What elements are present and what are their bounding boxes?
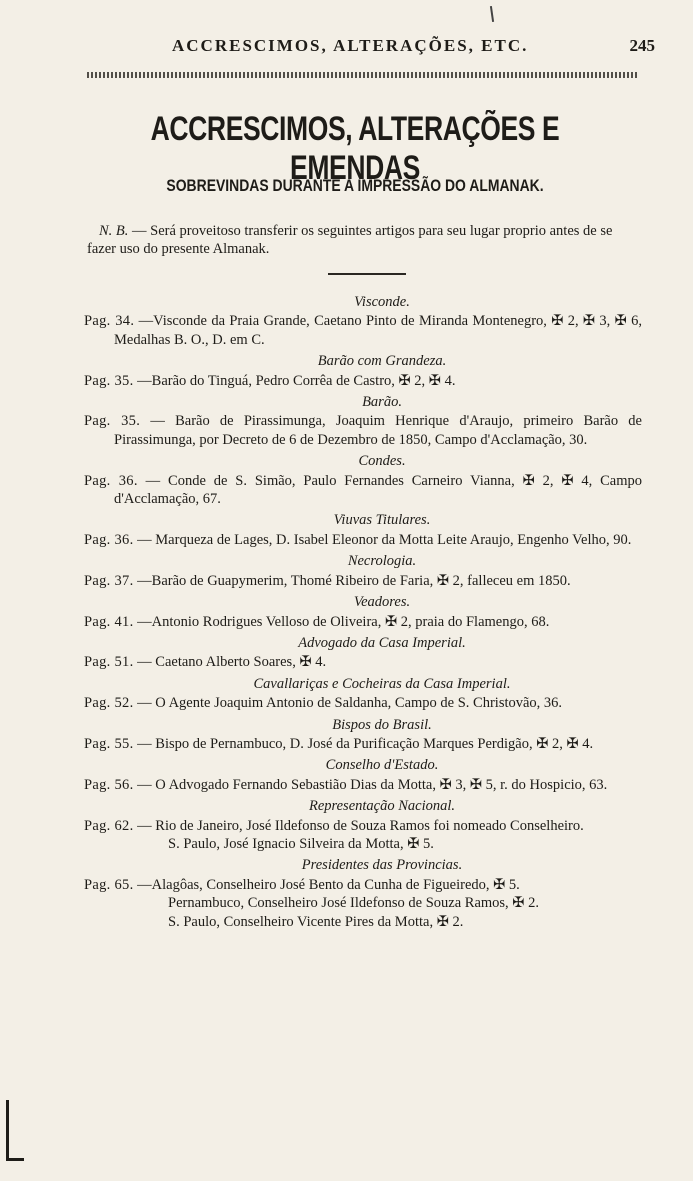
margin-mark [6, 1100, 9, 1160]
entry [82, 312, 642, 349]
entry [82, 531, 642, 549]
entry [82, 372, 642, 390]
section-heading: Presidentes das Provincias. [301, 857, 463, 874]
entry-page-ref: Pag. 36. [84, 472, 138, 489]
page-title: ACCRESCIMOS, ALTERAÇÕES E EMENDAS [150, 110, 560, 187]
decorative-rule [87, 72, 637, 78]
entry-subline: S. Paulo, José Ignacio Silveira da Motta, ✠ 5. [168, 835, 434, 852]
page-subtitle: SOBREVINDAS DURANTE A IMPRESSÃO DO ALMANAK. [166, 176, 544, 195]
entry [82, 653, 642, 671]
entry [82, 735, 642, 753]
entry [82, 694, 642, 712]
note-text: — Será proveitoso transferir os seguintes artigos para seu lugar proprio antes de se fazer uso do presente Almanak. [87, 223, 613, 257]
entry [82, 776, 642, 794]
entry-page-ref: Pag. 41. [84, 613, 134, 630]
entries-list [82, 290, 642, 931]
entry-text: —Barão de Guapymerim, Thomé Ribeiro de Faria, ✠ 2, falleceu em 1850. [137, 572, 571, 589]
note-label: N. B. [99, 223, 129, 239]
entry-text: — O Advogado Fernando Sebastião Dias da Motta, ✠ 3, ✠ 5, r. do Hospicio, 63. [137, 776, 608, 793]
entry-text: —Barão do Tinguá, Pedro Corrêa de Castro, ✠ 2, ✠ 4. [137, 372, 456, 389]
entry-page-ref: Pag. 62. [84, 817, 134, 834]
entry-page-ref: Pag. 51. [84, 654, 134, 671]
entry-text: — O Agente Joaquim Antonio de Saldanha, Campo de S. Christovão, 36. [137, 695, 563, 712]
entry-text: — Conde de S. Simão, Paulo Fernandes Carneiro Vianna, ✠ 2, ✠ 4, Campo d'Acclamação, 67. [114, 472, 642, 508]
entry [82, 472, 642, 509]
entry-text: — Barão de Pirassimunga, Joaquim Henrique d'Araujo, primeiro Barão de Pirassimunga, por Decreto de 6 de Dezembro de 1850, Campo d'Acclamação, 30. [114, 413, 642, 448]
entry-text: — Marqueza de Lages, D. Isabel Eleonor da Motta Leite Araujo, Engenho Velho, 90. [137, 531, 632, 548]
entry-subline: S. Paulo, Conselheiro Vicente Pires da Motta, ✠ 2. [168, 913, 464, 930]
entry-page-ref: Pag. 55. [84, 735, 134, 752]
section-heading: Barão. [362, 394, 402, 411]
section-heading: Bispos do Brasil. [332, 716, 432, 733]
editor-note [87, 222, 639, 258]
entry-page-ref: Pag. 65. [84, 876, 134, 893]
entry-subline: Pernambuco, Conselheiro José Ildefonso de Souza Ramos, ✠ 2. [168, 895, 539, 912]
margin-mark [6, 1158, 24, 1161]
separator-rule [328, 273, 406, 275]
section-heading: Veadores. [353, 594, 411, 611]
entry [82, 613, 642, 631]
section-heading: Conselho d'Estado. [325, 757, 439, 774]
entry-page-ref: Pag. 35. [84, 413, 141, 430]
entry-page-ref: Pag. 52. [84, 695, 134, 712]
section-heading: Condes. [358, 453, 406, 470]
running-title: ACCRESCIMOS, ALTERAÇÕES, ETC. [172, 36, 529, 55]
running-header [80, 36, 655, 60]
entry-text: — Rio de Janeiro, José Ildefonso de Souza Ramos foi nomeado Conselheiro. [137, 817, 584, 834]
section-heading: Viuvas Titulares. [333, 512, 431, 529]
entry-page-ref: Pag. 56. [84, 776, 134, 793]
section-heading: Cavallariças e Cocheiras da Casa Imperial. [253, 675, 511, 692]
entry-text: —Alagôas, Conselheiro José Bento da Cunha de Figueiredo, ✠ 5. [137, 876, 520, 893]
entry-page-ref: Pag. 37. [84, 572, 134, 589]
section-heading: Representação Nacional. [308, 798, 456, 815]
entry-page-ref: Pag. 36. [84, 531, 134, 548]
entry-page-ref: Pag. 34. [84, 313, 135, 330]
page-number: 245 [629, 36, 655, 55]
section-heading: Necrologia. [347, 553, 417, 570]
entry [82, 412, 642, 449]
entry [82, 817, 642, 835]
entry [82, 572, 642, 590]
entry-text: —Antonio Rodrigues Velloso de Oliveira, ✠ 2, praia do Flamengo, 68. [137, 613, 550, 630]
entry-text: — Bispo de Pernambuco, D. José da Purificação Marques Perdigão, ✠ 2, ✠ 4. [137, 735, 594, 752]
entry-text: —Visconde da Praia Grande, Caetano Pinto de Miranda Montenegro, ✠ 2, ✠ 3, ✠ 6, Medalhas B. O., D. em C. [114, 313, 642, 348]
section-heading: Barão com Grandeza. [317, 353, 447, 370]
ink-mark [490, 6, 494, 22]
entry-page-ref: Pag. 35. [84, 372, 134, 389]
section-heading: Visconde. [354, 294, 410, 310]
entry-text: — Caetano Alberto Soares, ✠ 4. [137, 654, 327, 671]
entry [82, 876, 642, 894]
section-heading: Advogado da Casa Imperial. [298, 634, 466, 651]
